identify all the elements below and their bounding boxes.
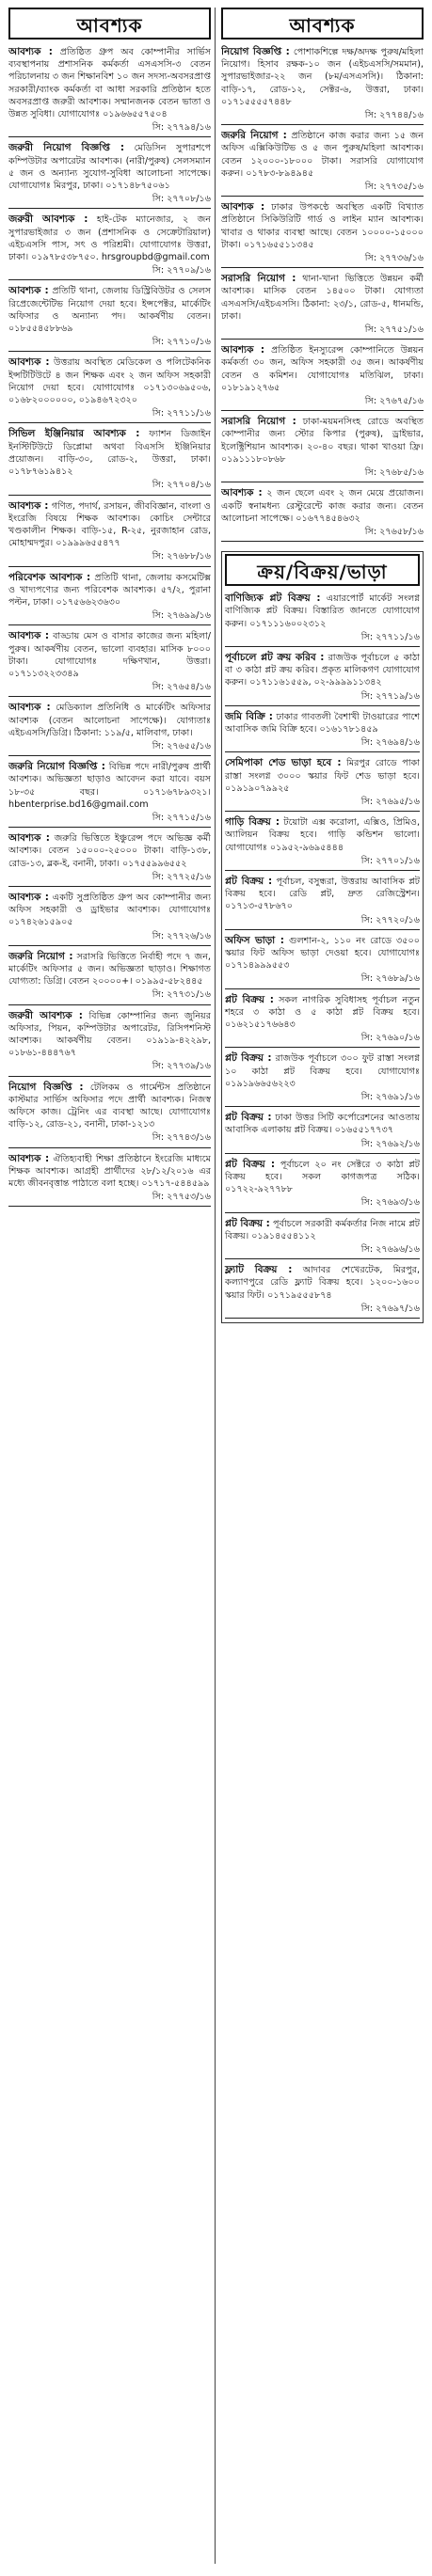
ad-body: রাজউক পূর্বাচলে ৫ কাঠা বা ৩ কাঠা প্লট ক্রয় করিব। প্রকৃত মালিকগণ যোগাযোগ করুন। ০১৭১১৬১৫৫৯, ০২-৯৯৯৯১১৩৪২ [225,652,420,688]
ad-separator [8,827,211,828]
classified-ad [225,754,420,809]
ad-body: ঢাকা-ময়মনসিংহ রোডে অবস্থিত কোম্পানীর জন্য স্টোর কিপার (পুরুষ), ড্রাইভার, ইলেক্ট্রিশিয়ান আবশ্যক। ২০-৪০ বছর। থাকা খাওয়া ফ্রি। ০১৯১১১৮০৮৬৮ [221,417,424,465]
ad-reference-code: সি: ২৭৭১৯/১৬ [360,690,420,702]
section-header-sale: ক্রয়/বিক্রয়/ভাড়া [225,554,420,586]
ad-body: পূর্বাচল, বসুন্ধরা, উত্তরায় আবাসিক প্লট বিক্রয় হবে। রেডি প্লট, দ্রুত রেজিস্ট্রেশন। ০১৭১৩-৫৭৮৬৭০ [225,876,420,912]
ad-body: পূর্বাচলে সরকারী কর্মকর্তার নিজ নামে প্লট বিক্রয়। ০১৯১৪৫৫৪১১২ [225,1218,420,1241]
ad-heading: সরাসরি নিয়োগ : [221,273,296,285]
ad-heading: প্লট বিক্রয় : [225,1052,272,1065]
ad-separator [225,751,420,752]
ad-separator [8,1076,211,1077]
ad-heading: সেমিপাকা শেড ভাড়া হবে : [225,757,342,769]
ad-heading: প্লট বিক্রয় : [225,993,274,1005]
ad-body: ঢাকার উপকণ্ঠে অবস্থিত একটি বিখ্যাত প্রতিষ্ঠানে সিকিউরিটি গার্ড ও লাইন ম্যান আবশ্যক। খাবার ও থাকার ব্যবস্থা আছে। বেতন ১০০০০-১৫০০০ টাকা। ০১৭১৬৫৫১১৩৪৫ [221,202,424,250]
ad-separator [8,136,211,137]
ad-heading: নিয়োগ বিজ্ঞপ্তি : [8,1081,84,1093]
ad-reference-code: সি: ২৭৬৭৫/১৬ [364,396,424,407]
ad-heading: ফ্ল্যাট বিক্রয় : [225,1264,293,1276]
ad-heading: আবশ্যক : [8,891,49,903]
classified-ad [225,649,420,703]
ad-body: প্রতিষ্ঠানে কাজ করার জন্য ১৫ জন অফিস এক্সিকিউটিভ ও ৫ জন পুরুষ/মহিলা আবশ্যক। বেতন ১২০০০-১৮০০০ টাকা। সরাসরি যোগাযোগ করুন। ০১৭৮৩-৮৯৪৯৪৫ [221,131,424,179]
ad-body: ফ্যাশন ডিজাইন ইনস্টিটিউটে ডিপ্লোমা অথবা বিএসসি ইঞ্জিনিয়ার প্রয়োজন। বাড়ি-৩০, রোড-২, উত্তরা, ঢাকা। ০১৭৮৭৬১৯৪১২ [8,429,211,478]
ad-heading: আবশ্যক : [8,356,50,369]
ad-reference-code: সি: ২৭৭৩৫/১৬ [364,182,424,193]
ad-heading: অফিস ভাড়া : [225,934,284,946]
ad-heading: আবশ্যক : [8,832,50,845]
classified-ad [8,139,211,206]
ad-body: প্রতিষ্ঠিত ইনস্যুরেন্স কোম্পানিতে উন্নয়ন কর্মকর্তা ৩০ জন, অফিস সহকারী ৩৫ জন। আকর্ষণীয় বেতন ও কমিশন। যোগাযোগঃ মতিঝিল, ঢাকা। ০১৮১৯১২৭৬৫ [221,345,424,393]
ad-reference-code: সি: ২৭৭৩৬/১৬ [364,253,424,264]
classified-ad [221,413,424,480]
ad-reference-code: সি: ২৭৬৯৫/১৬ [360,796,420,807]
ad-body: পোশাকশিল্পে দক্ষ/অদক্ষ পুরুষ/মহিলা নিয়োগ। হিসাব রক্ষক-১০ জন (এইচএসসি/সমমান), সুপারভাইজার-২২ জন (৮ম/এসএসসি)। ঠিকানা: বাড়ি-১৭, রোড-১২, সেক্টর-৬, উত্তরা, ঢাকা। ০১৭১৫৫৫৫৭৪৪৮ [221,47,424,107]
ad-heading: প্লট বিক্রয় : [225,875,273,887]
classified-ad [225,590,420,644]
ad-body: মেডিসিন সুপারশপে কম্পিউটার অপারেটর আবশ্যক। (নারী/পুরুষ) সেলসম্যান ৫ জন ও অন্যান্য সুযোগ-সুবিধা আলোচনা সাপেক্ষে। যোগাযোগঃ মিরপুর, ঢাকা। ০১৭১৪৮৭৫০৬১ [8,143,211,192]
ad-separator [8,1206,211,1207]
ad-reference-code: সি: ২৭৬৮৮/১৬ [152,551,211,562]
ad-separator [8,696,211,697]
ad-body: রাজউক পূর্বাচলে ৩০০ ফুট রাস্তা সংলগ্ন ১০ কাঠা প্লট বিক্রয় হবে। যোগাযোগঃ ০১৯১৯৬৬৫৬২২৩ [225,1053,420,1089]
classified-ad [225,814,420,868]
ad-body: সকল নাগরিক সুবিধাসহ পূর্বাচল নতুন শহরে ৩ কাঠা ও ৫ কাঠা প্লট বিক্রয় হবে। ০১৬২১৫১৭৬৬৪৩ [225,994,420,1030]
classified-ad [225,932,420,987]
ad-separator [221,339,424,340]
ad-separator [225,929,420,930]
ad-heading: প্লট বিক্রয় : [225,1217,270,1229]
classified-ad [225,1215,420,1257]
ad-reference-code: সি: ২৭৬৫৮/১৬ [364,526,424,537]
ad-heading: জরুরী আবশ্যক : [8,1009,83,1021]
classified-ad [8,211,211,277]
ad-reference-code: সি: ২৭৭১০/১৬ [152,337,211,348]
ad-reference-code: সি: ২৭৭০৮/১৬ [152,194,211,205]
right-column [221,8,424,2564]
classified-ad [221,341,424,408]
ad-separator [8,422,211,423]
ad-separator [225,1153,420,1154]
section-header-left: আবশ্যক [8,8,211,40]
classified-ad [225,1261,420,1316]
classified-ad [8,699,211,753]
classified-ad [225,1109,420,1151]
ad-body: থানা-খানা ভিত্তিতে উন্নয়ন কর্মী আবশ্যক। মাসিক বেতন ১৪৫০০ টাকা। যোগ্যতা এসএসসি/এইচএসসি। ঠিকানা: ২৩/১, রোড-৫, ধানমন্ডি, ঢাকা। [221,274,424,322]
sale-section [221,551,424,1323]
left-column [8,8,211,2564]
ad-body: গুলশান-২, ১১০ নং রোডে ৩৫০০ স্কয়ার ফিট অফিস ভাড়া দেওয়া হবে। যোগাযোগঃ ০১৭১৪৯৯৯৫৫৩ [225,935,420,972]
ad-reference-code: সি: ২৭৭৩৯/১৬ [152,1061,211,1072]
classified-ad [8,1079,211,1146]
ad-body: পূর্বাচলে ২০ নং সেক্টরে ৩ কাঠা প্লট বিক্রয় হবে। সকল কাগজপত্র সঠিক। ০১৭২২-৯২৭৭৮৮ [225,1159,420,1195]
ad-heading: নিয়োগ বিজ্ঞপ্তি : [221,46,290,57]
ad-separator [221,196,424,197]
ad-separator [8,624,211,625]
ad-body: গণিত, পদার্থ, রসায়ন, জীববিজ্ঞান, বাংলা ও ইংরেজি বিষয়ে শিক্ষক আবশ্যক। কোচিং সেন্টারে খণ্ডকালীন শিক্ষক। বাড়ি-১৫, R-২৫, নুরজাহান রোড, মোহাম্মদপুর। ০১৯৯৯৬৫৫৪৭৭ [8,500,211,549]
ad-reference-code: সি: ২৭৭০১/১৬ [360,855,420,866]
ad-reference-code: সি: ২৭৭৯৪/১৬ [152,122,211,134]
ad-reference-code: সি: ২৭৬৯১/১৬ [360,1092,420,1103]
ad-body: বিভিন্ন পদে নারী/পুরুষ প্রার্থী আবশ্যক। অভিজ্ঞতা ছাড়াও আবেদন করা যাবে। বয়স ১৮-৩৫ বছর। ০১৭১৬৭৮৯৩২১। hbenterprise.bd16@gmail.com [8,762,211,810]
ad-body: মেডিক্যাল প্রতিনিধি ও মার্কেটিং অফিসার আবশ্যক (বেতন আলোচনা সাপেক্ষে)। যোগ্যতাঃ এইচএসসি/ডিগ্রি। ঠিকানা: ১১৯/৫, মালিবাগ, ঢাকা। [8,703,211,738]
ad-body: জরুরি ভিত্তিতে ইঞ্চুরেন্স পদে অভিজ্ঞ কর্মী আবশ্যক। বেতন ১৫০০০-২৫০০০ টাকা। বাড়ি-১৩৮, রোড-১৩, ব্লক-ই, বনানী, ঢাকা। ০১৭৫৫৯৯৬৫৫২ [8,833,211,869]
ad-reference-code: সি: ২৭৬৫৫/১৬ [152,740,211,751]
ad-heading: আবশ্যক : [8,499,49,512]
ad-body: টেলিকম ও গার্মেন্টস প্রতিষ্ঠানে কাস্টমার সার্ভিস অফিসার পদে প্রার্থী আবশ্যক। নিজস্ব অফিসে কাজ। ট্রেনিং এর ব্যবস্থা আছে। যোগাযোগঃ বাড়ি-১২, রোড-২১, বনানী, ঢাকা-১২১৩ [8,1082,211,1130]
ad-reference-code: সি: ২৭৭২৫/১৬ [152,871,211,882]
ad-body: হাই-টেক ম্যানেজার, ২ জন সুপারভাইজার ৩ জন (প্রশাসনিক ও সেক্রেটারিয়াল) এইচএসসি পাস, সৎ ও পরিশ্রমী। যোগাযোগঃ উত্তরা, ঢাকা। ০১৯৭৮৫৩৮৭৫০. hrsgroupbd@gmail.com [8,214,211,263]
ad-reference-code: সি: ২৭৬৯৯/১৬ [152,610,211,622]
ad-body: ২ জন ছেলে এবং ২ জন মেয়ে প্রয়োজন। একটি স্বনামধন্য রেস্টুরেন্টে কাজ করার জন্য। বেতন আলোচনা সাপেক্ষে। ০১৬৭৭৪৫৪৬৩২ [221,488,424,524]
ad-body: ঐতিহ্যবাহী শিক্ষা প্রতিষ্ঠানে ইংরেজি মাধ্যমে শিক্ষক আবশ্যক। আগ্রহী প্রার্থীদের ২৮/১২/২০১৬ এর মধ্যে জীবনবৃত্তান্ত পাঠাতে বলা হচ্ছে। ০১৭১৭-৫৪৪৫৯৯ [8,1153,211,1190]
ad-reference-code: সি: ২৭৭৪৪/১৬ [364,110,424,121]
ad-heading: আবশ্যক : [8,1152,50,1164]
ad-reference-code: সি: ২৭৬৮৫/১৬ [364,467,424,479]
ad-heading: পরিবেশক আবশ্যক : [8,571,91,583]
ad-separator [221,267,424,268]
ad-separator [225,1047,420,1048]
ad-heading: জরুরী নিয়োগ বিজ্ঞপ্তি : [8,142,125,154]
ad-separator [225,705,420,706]
classified-ad [225,1050,420,1104]
ad-separator [8,279,211,280]
ad-reference-code: সি: ২৭৬৯৭/১৬ [360,1303,420,1314]
ad-separator [8,208,211,209]
ad-separator [8,755,211,756]
ad-reference-code: সি: ২৭৬৯২/১৬ [360,1138,420,1149]
classified-ad [225,708,420,751]
ad-heading: সিভিল ইঞ্জিনিয়ার আবশ্যক : [8,428,140,440]
classified-ad [8,282,211,349]
ad-body: প্রতিটি থানা, জেলায় কসমেটিক্স ও খাদ্যপণ্যের জন্য পরিবেশক আবশ্যক। ৫৭/২, পুরানা পল্টন, ঢাকা। ০১৭৫৬৬২৩৬৩০ [8,572,211,608]
ad-body: আদাবর শেখেরটেক, মিরপুর, কল্যাণপুরে রেডি ফ্ল্যাট বিক্রয় হবে। ১২০০-১৬০০ স্কয়ার ফিট। ০১৭১৯৫৫৫৮৭৪ [225,1265,420,1301]
ad-reference-code: সি: ২৭৬৫৪/১৬ [152,682,211,693]
ad-separator [225,870,420,871]
ad-body: টয়োটা এক্স করোলা, এক্সিও, প্রিমিও, অ্যালিয়ন বিক্রয় হবে। গাড়ি কন্ডিশন ভালো। যোগাযোগঃ ০১৯৫২-৯৬৯৫৪৪৪ [225,817,420,853]
ad-heading: প্লট বিক্রয় : [225,1112,272,1124]
section-header-right: আবশ্যক [221,8,424,40]
ad-heading: বাণিজ্যিক প্লট বিক্রয় : [225,593,321,605]
right-ads-list [221,43,424,542]
ad-heading: প্লট বিক্রয় : [225,1158,276,1170]
ad-heading: আবশ্যক : [8,630,50,642]
ad-heading: আবশ্যক : [221,201,265,213]
ad-reference-code: সি: ২৭৭৪৩/১৬ [152,1132,211,1144]
ad-reference-code: সি: ২৭৭১১/১৬ [360,631,420,642]
classified-ad [8,1007,211,1074]
ad-body: বিভিন্ন কোম্পানির জন্য জুনিয়র অফিসার, পিয়ন, কম্পিউটার অপারেটর, রিসিপশনিস্ট আবশ্যক। আকর্ষণীয় বেতন। ০১৯১৯-৪২২৯৮, ০১৮৬১-৪৪৪৭৬৭ [8,1010,211,1059]
ad-body: সরাসরি ভিত্তিতে নির্বাহী পদে ৭ জন, মার্কেটিং অফিসার ৫ জন। অভিজ্ঞতা ছাড়াও। শিক্ষাগত যোগ্যতা: ডিগ্রি। বেতন ২০০০০+। ০১৯৯৫-৫৮২৪৪৫ [8,951,211,988]
ad-separator [225,988,420,989]
classified-ad [221,198,424,265]
ad-reference-code: সি: ২৭৭২০/১৬ [360,914,420,925]
classified-ad [225,1156,420,1210]
ad-body: উত্তরায় অবস্থিত মেডিকেল ও পলিটেকনিক ইন্সটিটিউটে ৪ জন শিক্ষক এবং ২ জন অফিস সহকারী নিয়োগ দেয়া হবে। যোগাযোগঃ ০১৭১৩০৬৯৫০৬, ০১৬৮২০০০০০০, ০১৯৪৬৭২৩২০ [8,357,211,406]
ad-body: বাড্ডায় মেস ও বাসার কাজের জন্য মহিলা/পুরুষ। আকর্ষণীয় বেতন, ভালো ব্যবহার। মাসিক ৮০০০ টাকা। যোগাযোগঃ দক্ষিণখান, উত্তরা। ০১৭১১৩২২৩৩৪৯ [8,631,211,679]
classified-ad [8,1150,211,1205]
ad-separator [8,351,211,352]
ad-separator [8,566,211,567]
ad-heading: জরুরি নিয়োগ বিজ্ঞপ্তি : [8,761,105,773]
ad-separator [225,811,420,812]
ad-reference-code: সি: ২৭৭১৫/১৬ [152,812,211,823]
classified-ad [8,425,211,492]
ad-body: প্রতিটি থানা, জেলায় ডিস্ট্রিবিউটর ও সেলস রিপ্রেজেন্টেটিভ নিয়োগ দেয়া হবে। ইন্সপেক্টর, মার্কেটিং অফিসার ও অন্যান্য পদ। আকর্ষণীয় বেতন। ০১৮৫৫৪৫৮৮৬৯ [8,286,211,335]
classified-ad [221,127,424,194]
ad-reference-code: সি: ২৭৭০৯/১৬ [152,265,211,277]
ad-body: ঢাকার গাবতলী বৈশাখী টাওয়ারের পাশে আবাসিক জমি বিক্রি হবে। ০১৬১৭৮১৪৫৯ [225,711,420,735]
ad-body: মিরপুর রোডে পাকা রাস্তা সংলগ্ন ৩০০০ স্কয়ার ফিট শেড ভাড়া হবে। ০১৯১৯০৭৯৯২৫ [225,758,420,794]
ad-separator [221,124,424,125]
ad-heading: আবশ্যক : [8,285,49,297]
ad-separator [8,945,211,946]
ad-heading: আবশ্যক : [221,344,265,356]
ad-body: প্রতিষ্ঠিত গ্রুপ অব কোম্পানীর সার্ভিস ব্যবস্থাপনায় প্রশাসনিক কর্মকর্তা এসএসসি-৩ বেতন পরিচালনায় ৩ জন শিক্ষানবিশ ১০ জন সদস্য-অবসরপ্রাপ্ত সরকারী/ব্যাংক কর্মকর্তা বা আধা সরকারি প্রতিষ্ঠান হতে অবসরপ্রাপ্ত জরুরী আবশ্যক। সম্মানজনক বেতন ভাতা ও উন্নত সুবিধা। যোগাযোগঃ ০১৯৬৬৫৫৭৫০৪ [8,47,211,120]
ad-separator [221,541,424,542]
ad-reference-code: সি: ২৭৬৯৪/১৬ [360,737,420,749]
ad-separator [225,1258,420,1259]
classified-ad [221,484,424,539]
ad-body: একটি সুপ্রতিষ্ঠিত গ্রুপ অব কোম্পানীর জন্য অফিস সহকারী ও ড্রাইভার আবশ্যক। যোগাযোগঃ ০১৭৪২৬১৫৯০৫ [8,892,211,928]
ad-body: ঢাকা উত্তর সিটি কর্পোরেশনের আওতায় আবাসিক এলাকায় প্লট বিক্রয়। ০১৬৫৫১৭৭৩৭ [225,1113,420,1136]
ad-separator [8,886,211,887]
ad-reference-code: সি: ২৭৭৫৩/১৬ [152,1192,211,1203]
ad-heading: আবশ্যক : [8,46,53,57]
ad-reference-code: সি: ২৭৭২৬/১৬ [152,930,211,941]
classified-ad [225,873,420,927]
classified-ad [8,758,211,825]
ad-heading: আবশ্যক : [8,702,51,714]
ad-separator [225,1106,420,1107]
ad-separator [8,1004,211,1005]
ad-heading: পূর্বাচলে প্লট ক্রয় করিব : [225,651,325,663]
classified-ad [221,270,424,337]
classified-ad [8,354,211,420]
column-divider [215,8,216,2564]
classified-ad [8,627,211,694]
classified-ad [221,43,424,122]
classified-ad [8,830,211,884]
ad-body: এয়ারপোর্ট মার্কেট সংলগ্ন বাণিজ্যিক প্লট বিক্রয়। বিস্তারিত জানতে যোগাযোগ করুন। ০১৭১১১৬০০২৩১২ [225,593,420,629]
ad-separator [225,1318,420,1319]
ad-heading: জমি বিক্রি : [225,710,273,722]
ad-heading: জরুরী আবশ্যক : [8,213,88,226]
ad-separator [8,1147,211,1148]
ad-reference-code: সি: ২৭৬৯৬/১৬ [360,1244,420,1256]
ad-reference-code: সি: ২৭৭৩১/১৬ [152,989,211,1001]
ad-reference-code: সি: ২৭৭৫১/১৬ [364,324,424,336]
sale-ads-list [225,590,420,1319]
classified-ad [8,889,211,943]
left-ads-list [8,43,211,1207]
ad-reference-code: সি: ২৭৭১১/১৬ [152,408,211,419]
ad-reference-code: সি: ২৭৭০৪/১৬ [152,480,211,491]
ad-heading: জরুরি নিয়োগ : [8,950,73,962]
ad-reference-code: সি: ২৭৬৮৯/১৬ [360,973,420,985]
ad-heading: সরাসরি নিয়োগ : [221,416,296,428]
classified-ad [225,991,420,1046]
ad-reference-code: সি: ২৭৬৯৩/১৬ [360,1197,420,1209]
ad-separator [225,1212,420,1213]
classified-ad [8,43,211,134]
classified-ad [8,948,211,1003]
classified-ad [8,498,211,564]
ad-heading: আবশ্যক : [221,487,263,499]
ad-separator [225,646,420,647]
ad-heading: জরুরি নিয়োগ : [221,130,287,142]
ad-heading: গাড়ি বিক্রয় : [225,816,280,829]
ad-separator [221,410,424,411]
classified-ad [8,569,211,624]
ad-reference-code: সি: ২৭৬৯০/১৬ [360,1033,420,1044]
ad-separator [8,495,211,496]
